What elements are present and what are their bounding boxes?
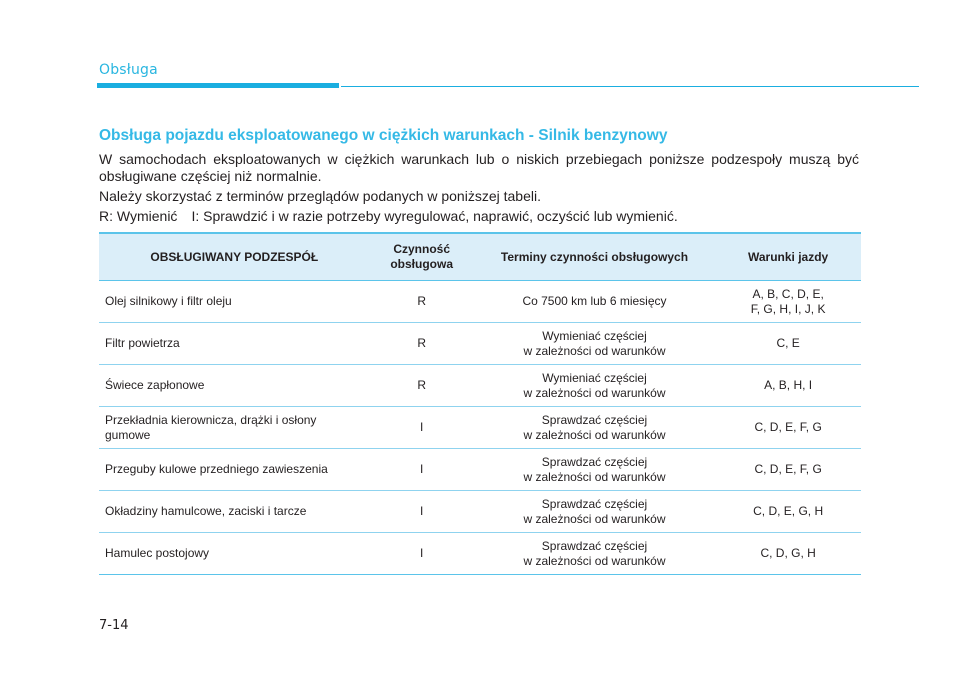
interval-line2: w zależności od warunków (523, 553, 666, 568)
interval-line1: Sprawdzać częściej (541, 454, 648, 469)
page-number: 7-14 (99, 618, 129, 633)
table-header-row (99, 233, 861, 281)
section-label: Obsługa (99, 62, 158, 78)
cell-conditions: C, D, E, F, G (715, 449, 861, 491)
cell-conditions (715, 281, 861, 323)
cell-action: R (370, 365, 474, 407)
cell-interval (474, 449, 716, 491)
maintenance-table (99, 232, 861, 575)
legend-i: I: Sprawdzić i w razie potrzeby wyregulować, naprawić, oczyścić lub wymienić. (191, 208, 678, 224)
cell-action: R (370, 323, 474, 365)
interval-line1: Wymieniać częściej (542, 370, 647, 385)
page-heading: Obsługa pojazdu eksploatowanego w ciężkich warunkach - Silnik benzynowy (99, 127, 668, 144)
cell-action: I (370, 407, 474, 449)
cell-interval (474, 491, 716, 533)
header-action (370, 233, 474, 281)
cell-component (99, 407, 370, 449)
header-component: OBSŁUGIWANY PODZESPÓŁ (99, 233, 370, 281)
conditions-line2: F, G, H, I, J, K (750, 301, 826, 316)
header-rule-thick (97, 83, 339, 88)
table-row (99, 323, 861, 365)
cell-component: Hamulec postojowy (99, 533, 370, 575)
table-row (99, 491, 861, 533)
cell-action: I (370, 491, 474, 533)
interval-line2: w zależności od warunków (523, 469, 666, 484)
cell-action: I (370, 533, 474, 575)
cell-interval (474, 365, 716, 407)
intro-text (99, 151, 859, 228)
interval-line2: w zależności od warunków (523, 427, 666, 442)
component-line1: Przekładnia kierownicza, drążki i osłony (105, 412, 317, 427)
interval-line2: w zależności od warunków (523, 511, 666, 526)
table-row (99, 407, 861, 449)
cell-interval: Co 7500 km lub 6 miesięcy (474, 281, 716, 323)
cell-conditions: C, D, G, H (715, 533, 861, 575)
cell-interval (474, 407, 716, 449)
cell-interval (474, 323, 716, 365)
interval-line1: Sprawdzać częściej (541, 538, 648, 553)
cell-component: Olej silnikowy i filtr oleju (99, 281, 370, 323)
table-row (99, 449, 861, 491)
interval-line2: w zależności od warunków (523, 385, 666, 400)
interval-line1: Sprawdzać częściej (541, 412, 648, 427)
table-row (99, 533, 861, 575)
header-action-line2: obsługowa (390, 257, 454, 271)
interval-line1: Wymieniać częściej (542, 328, 647, 343)
legend-r: R: Wymienić (99, 208, 178, 224)
table-row (99, 365, 861, 407)
header-conditions: Warunki jazdy (715, 233, 861, 281)
legend (99, 208, 859, 225)
cell-conditions: A, B, H, I (715, 365, 861, 407)
header-intervals: Terminy czynności obsługowych (474, 233, 716, 281)
cell-interval (474, 533, 716, 575)
interval-line2: w zależności od warunków (523, 343, 666, 358)
cell-component: Przeguby kulowe przedniego zawieszenia (99, 449, 370, 491)
cell-action: I (370, 449, 474, 491)
conditions-line1: A, B, C, D, E, (752, 286, 824, 301)
cell-component: Filtr powietrza (99, 323, 370, 365)
header-rule-thin (341, 86, 919, 87)
cell-conditions: C, D, E, F, G (715, 407, 861, 449)
cell-component: Świece zapłonowe (99, 365, 370, 407)
interval-line1: Sprawdzać częściej (541, 496, 648, 511)
header-action-line1: Czynność (393, 242, 451, 256)
intro-paragraph-1: W samochodach eksploatowanych w ciężkich warunkach lub o niskich przebiegach poniższe podzespoły muszą być obsługiwane częściej niż normalnie. (99, 151, 859, 184)
table-row (99, 281, 861, 323)
intro-paragraph-2: Należy skorzystać z terminów przeglądów podanych w poniższej tabeli. (99, 188, 541, 204)
component-line2: gumowe (105, 427, 151, 442)
cell-action: R (370, 281, 474, 323)
cell-component: Okładziny hamulcowe, zaciski i tarcze (99, 491, 370, 533)
cell-conditions: C, E (715, 323, 861, 365)
cell-conditions: C, D, E, G, H (715, 491, 861, 533)
